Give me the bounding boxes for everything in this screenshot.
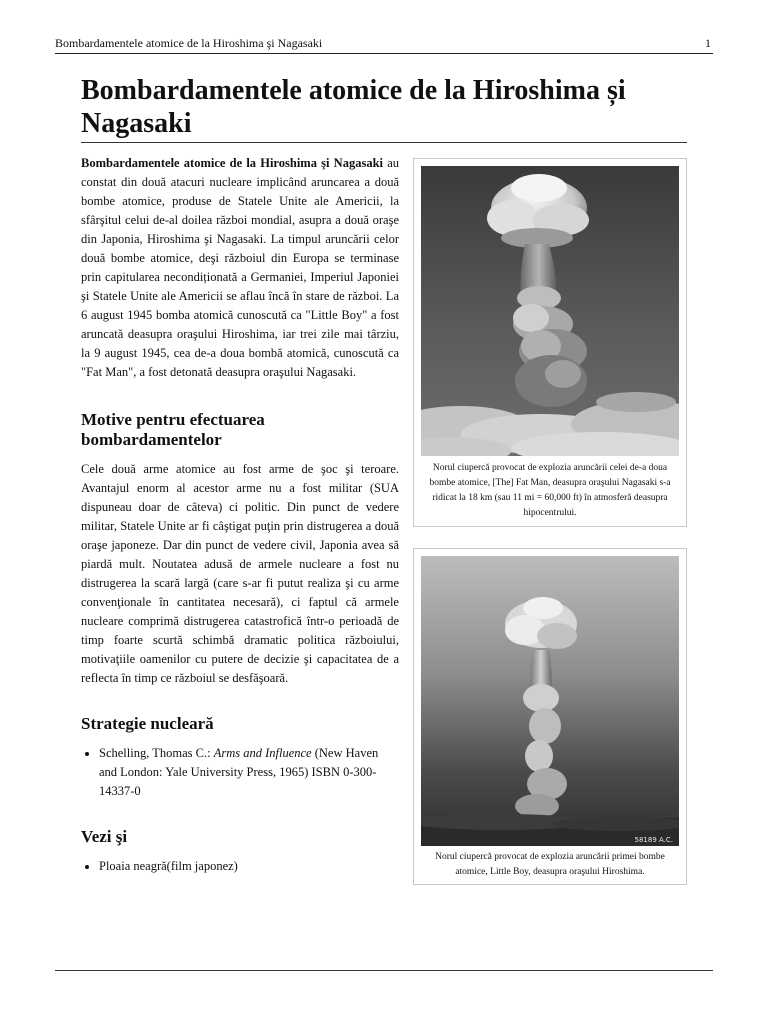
figure-hiroshima (413, 548, 687, 885)
title-divider (81, 142, 687, 143)
figure-nagasaki (413, 158, 687, 527)
section-heading-motive: Motive pentru efectuarea bombardamentelor (81, 410, 265, 449)
intro-lead: Bombardamentele atomice de la Hiroshima şi Nagasaki (81, 156, 383, 170)
section-heading-see-also: Vezi şi (81, 827, 128, 846)
running-title: Bombardamentele atomice de la Hiroshima şi Nagasaki (55, 36, 323, 50)
page-title: Bombardamentele atomice de la Hiroshima și Nagasaki (81, 75, 626, 139)
page-number: 1 (705, 36, 711, 50)
hiroshima-mushroom-cloud-photo (421, 556, 679, 846)
see-also-list (81, 857, 399, 876)
see-also-item: • Ploaia neagră(film japonez) (99, 857, 399, 876)
ref-title: Arms and Influence (213, 746, 312, 760)
intro-paragraph (81, 154, 399, 382)
nagasaki-mushroom-cloud-photo (421, 166, 679, 456)
motive-paragraph: Cele două arme atomice au fost arme de şoc şi teroare. Avantajul enorm al acestor arme nu a fost militar (SUA dispuneau doar de câteva) ci politic. Din punct de vedere militar, Statele Unite ar fi câştigat puţin prin distrugerea a două oraşe japoneze. Dar din punct de vedere civil, Japonia avea să piardă mult. Noutatea adusă de armele nucleare a fost nu distrugerea la scară largă (care s-ar fi putut realiza şi cu arme convenţionale în cantitatea necesară), ci faptul că armele nucleare comprimă distrugerea catastrofică într-o perioadă de timp foarte scurtă schimbă dramatic politica războiului, motivaţiile oamenilor cu putere de decizie şi capacitatea de a reflecta în timp ce războiul se desfăşoară. (81, 462, 399, 685)
photo-code: 58189 A.C. (634, 836, 673, 844)
intro-text: au constat din două atacuri nucleare implicând aruncarea a două bombe atomice, produse de Statele Unite ale Americii, la sfârşitul celui de-al doilea război mondial, asupra a două oraşe din Japonia, Hiroshima şi Nagasaki. La timpul aruncării celor două bombe atomice, deşi războiul din Europa se terminase prin capitularea necondiționată a Germaniei, Imperiul Japoniei şi Statele Unite ale Americii se aflau încă în stare de război. La 6 august 1945 bomba atomică cunoscută ca "Little Boy" a fost aruncată deasupra oraşului Hiroshima, iar trei zile mai târziu, la 9 august 1945, cea de-a doua bombă atomică, cunoscută ca "Fat Man", a fost detonată deasupra oraşului Nagasaki. (81, 156, 399, 379)
reference-item (99, 744, 399, 801)
ref-publisher: (New Haven and London: Yale University Press, 1965) ISBN 0-300-14337-0 (99, 746, 379, 798)
section-heading-strategy: Strategie nucleară (81, 714, 214, 733)
ref-author: Schelling, Thomas C.: (99, 746, 214, 760)
running-header (55, 36, 713, 54)
strategy-list (81, 744, 399, 801)
figure-caption-hiroshima: Norul ciupercă provocat de explozia aruncării primei bombe atomice, Little Boy, deasupra oraşului Hiroshima. (435, 852, 665, 877)
main-column (81, 154, 399, 876)
footer-divider (55, 970, 713, 971)
figure-caption-nagasaki: Norul ciupercă provocat de explozia aruncării celei de-a doua bombe atomice, [The] Fat Man, deasupra oraşului Nagasaki s-a ridicat la 18 km (sau 11 mi = 60,000 ft) în atmosferă deasupra hipocentrului. (429, 463, 671, 518)
